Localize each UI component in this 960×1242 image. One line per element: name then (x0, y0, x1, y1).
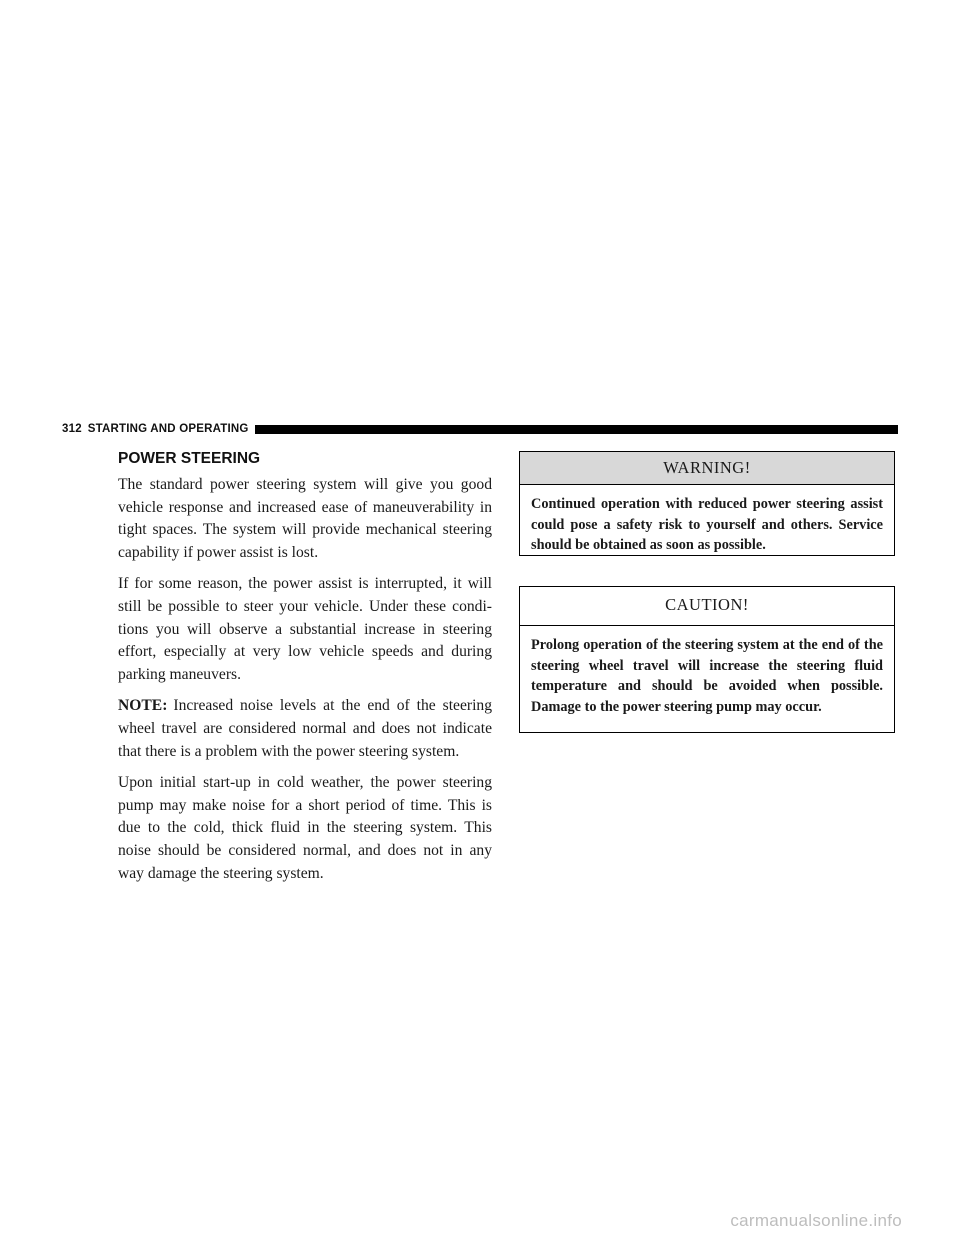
note-text: Increased noise levels at the end of the steering wheel travel are considered normal and does not indicate that there is a problem with the power steering system. (118, 697, 492, 760)
page-header (62, 421, 898, 437)
section-title: STARTING AND OPERATING (87, 423, 249, 435)
caution-text: Prolong operation of the steering system at the end of the steering wheel travel will increase the steering fluid temperature and should be avoided when possible. Damage to the power steering pump may occur. (531, 637, 883, 715)
caution-title: CAUTION! (520, 587, 894, 626)
warning-title: WARNING! (520, 452, 894, 485)
page-number: 312 (62, 423, 82, 435)
warning-text: Continued operation with reduced power steering assist could pose a safety risk to yourself and others. Service should be obtained as soon as possible. (531, 496, 883, 554)
header-rule (255, 425, 898, 434)
paragraph-cold-weather: Upon initial start-up in cold weather, the power steering pump may make noise for a short period of time. This is due to the cold, thick fluid in the steering system. This noise should be considered normal, and does not in any way damage the steering system. (118, 774, 492, 882)
watermark: carmanualsonline.info (730, 1211, 902, 1230)
paragraph-intro: The standard power steering system will give you good vehicle response and increased ease of maneuverability in tight spaces. The system will provide mechanical steering capability if power assist is lost. (118, 476, 492, 561)
paragraph-assist-interrupted: If for some reason, the power assist is interrupted, it will still be possible to steer your vehicle. Under these condi-tions you will observe a substantial increase in steering effort, especially at very low vehicle speeds and during parking maneuvers. (118, 575, 492, 683)
warning-box (519, 451, 895, 556)
header-text (62, 423, 249, 435)
section-heading: POWER STEERING (118, 450, 261, 467)
note-paragraph (118, 695, 492, 763)
left-column (118, 449, 492, 894)
caution-box (519, 586, 895, 733)
note-label: NOTE: (118, 697, 168, 715)
